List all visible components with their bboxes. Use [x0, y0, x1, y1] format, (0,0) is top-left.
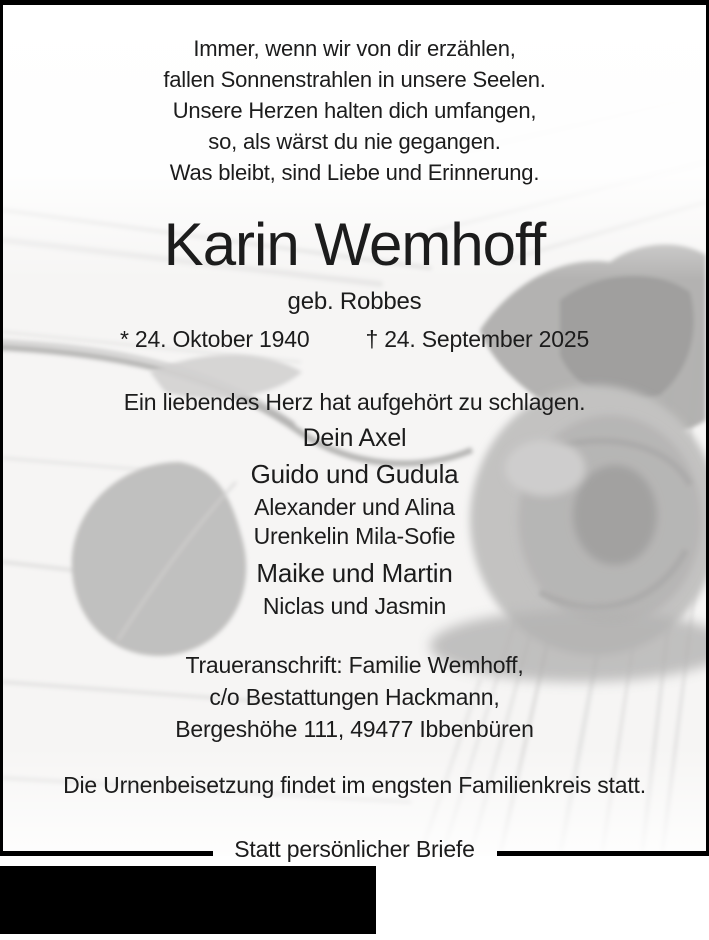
- birth-date: * 24. Oktober 1940: [119, 326, 310, 352]
- memorial-poem: [0, 33, 709, 188]
- redacted-block: [0, 866, 376, 934]
- death-date: † 24. September 2025: [365, 326, 590, 352]
- life-dates: [0, 326, 709, 353]
- deceased-name: Karin Wemhoff: [163, 211, 546, 278]
- opening-line: Ein liebendes Herz hat aufgehört zu schlagen.: [123, 389, 586, 415]
- mourning-address: [0, 649, 709, 745]
- mourner-line: Maike und Martin: [256, 558, 453, 588]
- poem-line: so, als wärst du nie gegangen.: [208, 129, 501, 154]
- address-line: Bergeshöhe 111, 49477 Ibbenbüren: [175, 716, 534, 742]
- mourner-line: Alexander und Alina: [254, 494, 455, 520]
- address-line: c/o Bestattungen Hackmann,: [209, 684, 500, 710]
- bottom-banner-label: Statt persönlicher Briefe: [234, 836, 475, 862]
- poem-line: Unsere Herzen halten dich umfangen,: [172, 98, 537, 123]
- mourner-line: Niclas und Jasmin: [262, 593, 447, 619]
- mourner-line: Dein Axel: [302, 424, 407, 452]
- poem-line: Was bleibt, sind Liebe und Erinnerung.: [169, 160, 540, 185]
- poem-line: Immer, wenn wir von dir erzählen,: [193, 36, 516, 61]
- address-line: Traueranschrift: Familie Wemhoff,: [185, 652, 524, 678]
- funeral-note: Die Urnenbeisetzung findet im engsten Familienkreis statt.: [63, 772, 646, 798]
- mourner-line: Urenkelin Mila-Sofie: [253, 523, 456, 549]
- maiden-name: geb. Robbes: [287, 288, 422, 315]
- frame-border-top: [0, 0, 709, 5]
- poem-line: fallen Sonnenstrahlen in unsere Seelen.: [163, 67, 546, 92]
- mourner-line: Guido und Gudula: [250, 459, 459, 489]
